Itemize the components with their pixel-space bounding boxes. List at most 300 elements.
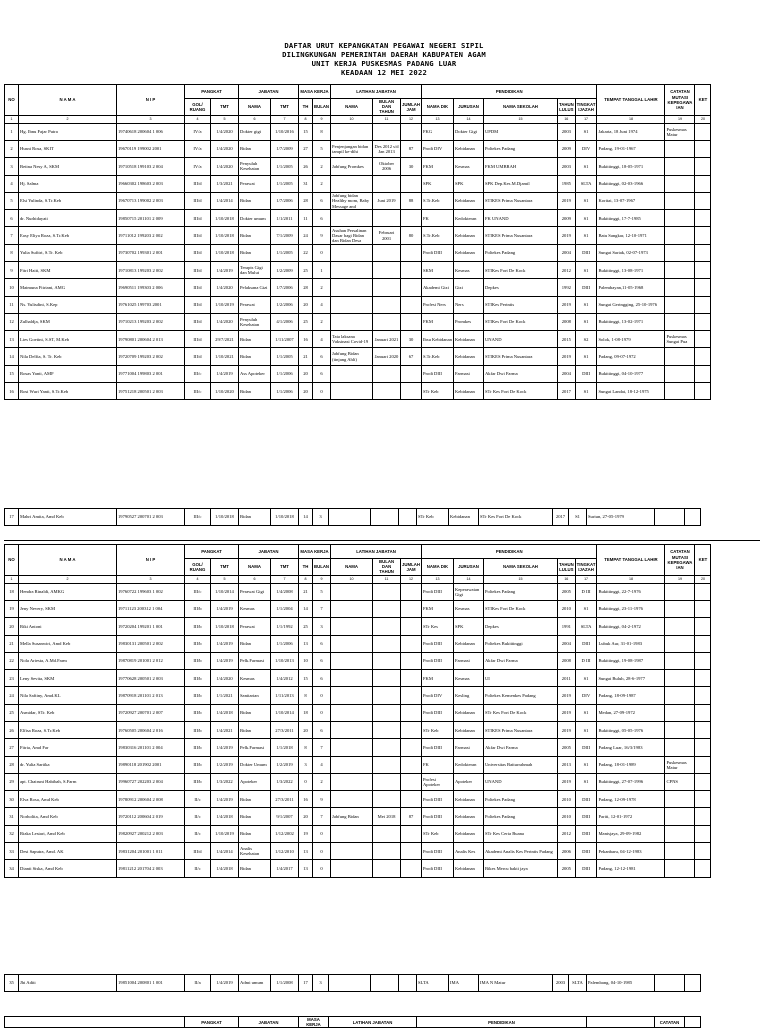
table-cell: III/b	[185, 704, 211, 721]
column-number-row	[5, 575, 711, 583]
table-cell	[373, 600, 401, 617]
table-cell: S1	[575, 600, 597, 617]
table-cell: 1992	[557, 279, 575, 296]
table-cell: 2010	[557, 600, 575, 617]
table-cell: Kesmas	[453, 158, 483, 175]
table-cell: 1/1/2006	[271, 365, 299, 382]
table-cell	[373, 175, 401, 192]
table-cell: 14	[299, 600, 313, 617]
table-cell: 19720709 199203 2 002	[117, 348, 185, 365]
table-cell: 28	[299, 192, 313, 209]
col-header-ket: KET	[695, 85, 711, 116]
table-cell: S1	[575, 670, 597, 687]
table-cell: 19811212 201704 2 003	[117, 860, 185, 877]
table-row	[5, 192, 711, 209]
table-cell: 0	[299, 773, 313, 790]
table-cell: 87	[401, 808, 422, 825]
table-cell: 0	[313, 244, 331, 261]
table-cell: 1/3/2021	[211, 175, 239, 192]
table-cell: DIII	[575, 365, 597, 382]
table-cell: III/d	[185, 843, 211, 860]
table-cell: 2009	[557, 140, 575, 157]
col-header-jabatan: JABATAN	[239, 85, 299, 99]
table-cell: 1/4/2018	[211, 860, 239, 877]
table-cell: 1/10/2018	[211, 509, 239, 526]
table-cell: Prodi DIII	[421, 635, 453, 652]
col-header-pendidikan: PENDIDIKAN	[417, 1017, 587, 1028]
table-cell: Prodi DIII	[421, 365, 453, 382]
col-subheader-lat-nama: NAMA	[331, 99, 373, 116]
table-cell: 2019	[557, 773, 575, 790]
table-cell: 1/10/2019	[211, 825, 239, 842]
column-number: 2	[19, 115, 117, 123]
table-cell: III/d	[185, 210, 211, 227]
table-cell: 80	[401, 227, 422, 244]
table-cell: Oktober 2006	[373, 158, 401, 175]
col-subheader-sekolah: NAMA SEKOLAH	[483, 99, 557, 116]
table-cell: 17	[5, 509, 19, 526]
table-cell	[665, 618, 695, 635]
table-cell: Kesmas	[453, 600, 483, 617]
table-cell: 1/10/2016	[271, 123, 299, 140]
table-cell: Penyuluh Kesehatan	[239, 158, 271, 175]
table-cell: DIII	[575, 635, 597, 652]
table-cell	[695, 739, 711, 756]
table-cell	[401, 635, 422, 652]
table-cell	[399, 975, 417, 992]
column-number: 16	[557, 115, 575, 123]
column-number: 3	[117, 575, 185, 583]
col-subheader-lat-nama: NAMA	[331, 559, 373, 576]
table-cell	[331, 652, 373, 669]
column-number: 3	[117, 115, 185, 123]
table-cell: 19	[5, 600, 19, 617]
table-cell: Prodi DIII	[421, 583, 453, 600]
table-cell: SLTA	[569, 975, 587, 992]
table-cell: 2006	[557, 843, 575, 860]
table-cell: Des 2012 s/d Jan 2013	[373, 140, 401, 157]
table-cell: S1	[575, 261, 597, 278]
table-cell: CPNS	[665, 773, 695, 790]
table-cell: 9	[313, 227, 331, 244]
table-cell: 1/1/2008	[271, 975, 299, 992]
table-section-3-header	[4, 1016, 701, 1028]
table-cell: apt. Chairuni Habibah, S.Farm	[19, 773, 117, 790]
table-cell: SLTA	[575, 618, 597, 635]
table-cell: STIKES Prima Nusantara	[483, 227, 557, 244]
table-cell: 17	[299, 975, 313, 992]
col-header-pendidikan: PENDIDIKAN	[421, 545, 597, 559]
table-cell: S1	[569, 509, 587, 526]
table-cell: Dianti Siska, Amd Keb	[19, 860, 117, 877]
table-row	[5, 313, 711, 330]
table-cell: STr Keb	[417, 509, 449, 526]
column-number: 11	[373, 575, 401, 583]
table-cell: 1/7/2006	[271, 192, 299, 209]
table-cell: Rosas Yanti, AMF	[19, 365, 117, 382]
table-cell	[695, 261, 711, 278]
table-cell: Poltekes Padang	[483, 583, 557, 600]
table-cell	[665, 140, 695, 157]
table-cell: Bidan	[239, 791, 271, 808]
table-cell: 1/4/2020	[211, 279, 239, 296]
table-cell: Padang, 18-09-1987	[597, 687, 665, 704]
table-cell: Prodi DIV	[421, 140, 453, 157]
table-cell: Juni 2019	[373, 192, 401, 209]
table-cell	[331, 123, 373, 140]
table-cell: 7	[313, 739, 331, 756]
table-cell	[373, 365, 401, 382]
table-cell: 2003	[553, 975, 569, 992]
table-cell: Padang, 12-12-1981	[597, 860, 665, 877]
table-cell	[665, 843, 695, 860]
table-cell	[331, 773, 373, 790]
col-subheader-tmt: TMT	[211, 559, 239, 576]
table-cell: Hg. Ibnu Fajar Putra	[19, 123, 117, 140]
col-subheader-sekolah: NAMA SEKOLAH	[483, 559, 557, 576]
table-cell: 25	[299, 313, 313, 330]
table-cell	[665, 261, 695, 278]
table-cell: Dokter gigi	[239, 123, 271, 140]
col-subheader-gol: GOL/ RUANG	[185, 99, 211, 116]
table-cell: Poltekes Kemenkes Padang	[483, 687, 557, 704]
page-separator	[4, 540, 760, 541]
col-subheader-pend-nama: NAMA DIK	[421, 559, 453, 576]
table-cell: 1/4/2019	[211, 261, 239, 278]
table-cell: S1	[575, 704, 597, 721]
table-row-35-block	[4, 974, 701, 992]
table-cell: 19660302 198603 2 003	[117, 175, 185, 192]
table-cell	[401, 825, 422, 842]
table-cell: Kebidanan	[453, 808, 483, 825]
table-cell: 0	[313, 687, 331, 704]
table-cell: 2004	[557, 244, 575, 261]
table-cell: 25	[299, 618, 313, 635]
table-cell: 6	[313, 210, 331, 227]
table-cell: 2003	[557, 123, 575, 140]
table-cell: Kebidanan	[453, 825, 483, 842]
table-cell: 2015	[557, 331, 575, 348]
table-cell: DIII	[575, 825, 597, 842]
column-number: 6	[239, 575, 271, 583]
table-cell: Nila Delfia, S. Tr. Keb	[19, 348, 117, 365]
column-number: 13	[421, 115, 453, 123]
column-number-row	[5, 115, 711, 123]
table-cell: Bukittinggi, 05-05-1976	[597, 721, 665, 738]
table-cell	[665, 825, 695, 842]
table-cell: Farmasi	[453, 365, 483, 382]
table-cell: Padang, 09-07-1972	[597, 348, 665, 365]
col-subheader-lat-jam: JUMLAH JAM	[401, 559, 422, 576]
table-cell	[331, 583, 373, 600]
table-cell: III/b	[185, 773, 211, 790]
table-cell	[401, 279, 422, 296]
table-cell: 28	[5, 756, 19, 773]
table-cell: DIII	[575, 739, 597, 756]
table-cell: 10	[5, 279, 19, 296]
column-number: 16	[557, 575, 575, 583]
table-cell	[665, 721, 695, 738]
table-cell	[401, 791, 422, 808]
table-cell	[373, 261, 401, 278]
table-cell: Kedokteran	[453, 756, 483, 773]
table-cell: S2	[575, 331, 597, 348]
table-cell: 12	[5, 313, 19, 330]
table-cell: 19720927 200701 2 007	[117, 704, 185, 721]
table-cell	[695, 687, 711, 704]
table-cell: Kesmas	[239, 600, 271, 617]
table-cell	[373, 244, 401, 261]
table-row	[5, 509, 701, 526]
column-number: 9	[313, 115, 331, 123]
table-cell: STIKes Fort De Kock	[483, 600, 557, 617]
table-cell: IMA	[449, 975, 479, 992]
table-cell: STr Keb	[421, 383, 453, 400]
table-cell: 19830316 201101 2 004	[117, 739, 185, 756]
table-cell	[331, 244, 373, 261]
table-cell: 9	[313, 791, 331, 808]
table-cell: Suriun, 27-05-1979	[587, 509, 655, 526]
table-cell: 1985	[557, 175, 575, 192]
table-cell	[331, 704, 373, 721]
col-subheader-lat-bulan: BULAN DAN TAHUN	[373, 559, 401, 576]
table-cell: III/c	[185, 365, 211, 382]
table-cell: Ners	[453, 296, 483, 313]
table-cell: Elsi Yulinda, S.Tr.Keb	[19, 192, 117, 209]
table-row	[5, 175, 711, 192]
table-cell: 2019	[557, 296, 575, 313]
table-cell: Kebidanan	[453, 704, 483, 721]
table-cell: Keperawatan Gigi	[453, 583, 483, 600]
table-cell: II/a	[185, 975, 211, 992]
table-cell: SLTA	[417, 975, 449, 992]
table-cell	[399, 509, 417, 526]
table-cell	[665, 583, 695, 600]
table-cell: 2019	[557, 704, 575, 721]
table-cell: 2012	[557, 261, 575, 278]
table-cell	[331, 721, 373, 738]
table-cell: Sungai Geringging, 25-10-1976	[597, 296, 665, 313]
table-cell: 19831204 201001 1 011	[117, 843, 185, 860]
table-cell: Perawat Gigi	[239, 583, 271, 600]
table-cell: Kebidanan	[453, 721, 483, 738]
table-cell: 1/3/2022	[211, 773, 239, 790]
table-cell: Dokter Gigi	[453, 123, 483, 140]
table-row	[5, 140, 711, 157]
table-cell: 1/3/2022	[271, 773, 299, 790]
table-cell: 4	[313, 331, 331, 348]
table-section-1	[4, 84, 711, 400]
table-cell: Lubuk Aur, 31-01-1983	[597, 635, 665, 652]
table-cell: 1/4/2019	[211, 365, 239, 382]
table-cell: III/b	[185, 670, 211, 687]
table-cell: Apoteker	[453, 773, 483, 790]
table-cell: D III	[575, 652, 597, 669]
table-cell: Betina Nesy A, SKM	[19, 158, 117, 175]
table-cell: UNAND	[483, 773, 557, 790]
table-cell: 14	[5, 348, 19, 365]
table-cell: Jeny Nevery, SKM	[19, 600, 117, 617]
table-cell: 1/2/2009	[271, 261, 299, 278]
table-cell: 20	[299, 808, 313, 825]
table-cell: 19790801 200604 2 013	[117, 331, 185, 348]
column-number: 4	[185, 575, 211, 583]
table-cell: FKM	[421, 670, 453, 687]
table-cell	[373, 687, 401, 704]
table-cell: 1/4/2019	[211, 739, 239, 756]
table-cell	[695, 704, 711, 721]
table-cell: 1/10/2013	[271, 652, 299, 669]
table-cell: Kebidanan	[453, 331, 483, 348]
table-cell: S1	[575, 348, 597, 365]
table-cell: Pariti, 12-01-1972	[597, 808, 665, 825]
table-cell: S1	[575, 296, 597, 313]
table-cell: 3	[299, 756, 313, 773]
table-cell	[695, 808, 711, 825]
table-cell: DIV	[575, 687, 597, 704]
table-cell: 1/4/2008	[271, 583, 299, 600]
table-cell: 1/1/2005	[271, 348, 299, 365]
table-cell	[695, 158, 711, 175]
table-cell: III/d	[185, 331, 211, 348]
table-cell: 1/10/2014	[271, 704, 299, 721]
table-cell	[665, 791, 695, 808]
table-cell: S1	[575, 210, 597, 227]
table-cell	[695, 279, 711, 296]
table-cell: Prodi DIII	[421, 791, 453, 808]
table-cell: S1	[575, 227, 597, 244]
col-header-latihan-jabatan: LATIHAN JABATAN	[331, 85, 422, 99]
table-cell: Zulhaldja, SKM	[19, 313, 117, 330]
table-cell: Ibsu Kebidanan	[421, 331, 453, 348]
table-cell: Bidan	[239, 721, 271, 738]
table-cell: Januari 2020	[373, 348, 401, 365]
table-cell: 8	[299, 687, 313, 704]
table-row	[5, 843, 711, 860]
col-subheader-th: TH	[299, 99, 313, 116]
table-cell: Bidan	[239, 331, 271, 348]
table-cell	[695, 860, 711, 877]
table-cell: Padang, 12-09-1978	[597, 791, 665, 808]
table-cell: 5	[313, 583, 331, 600]
table-cell: 2	[313, 279, 331, 296]
table-cell: 1/10/2018	[211, 210, 239, 227]
table-cell	[695, 227, 711, 244]
table-cell: 19870918 201101 2 013	[117, 687, 185, 704]
table-cell: 1/2/2019	[211, 756, 239, 773]
table-cell	[331, 279, 373, 296]
table-cell	[665, 192, 695, 209]
table-cell: Hendra Rinaldi, AMKG	[19, 583, 117, 600]
column-number: 8	[299, 115, 313, 123]
header-blank	[5, 1017, 185, 1028]
table-cell: Perawat	[239, 296, 271, 313]
table-cell	[401, 175, 422, 192]
table-cell: FKG	[421, 123, 453, 140]
table-cell: SLTA	[575, 175, 597, 192]
table-cell: S1	[575, 721, 597, 738]
table-cell: 19761025 199703 2001	[117, 296, 185, 313]
col-header-jabatan: JABATAN	[239, 1017, 299, 1028]
table-cell	[665, 860, 695, 877]
header-row	[5, 545, 711, 559]
table-cell	[331, 261, 373, 278]
table-cell: 1/4/2018	[211, 808, 239, 825]
col-header-catatan: CATATAN	[655, 1017, 685, 1028]
column-number: 1	[5, 575, 19, 583]
data-table-partial	[4, 1016, 701, 1028]
table-row	[5, 244, 711, 261]
table-cell: 1/1/2018	[271, 739, 299, 756]
table-cell: Pelk.Farmasi	[239, 652, 271, 669]
table-cell: III/d	[185, 244, 211, 261]
table-cell: Bukittinggi, 27-07-1996	[597, 773, 665, 790]
table-cell: Bidan	[239, 860, 271, 877]
table-cell: III/b	[185, 687, 211, 704]
table-cell: Akademi Analis Kes Perintis Padang	[483, 843, 557, 860]
table-cell: III/d	[185, 175, 211, 192]
table-cell: 2008	[557, 313, 575, 330]
table-cell: 19	[299, 825, 313, 842]
table-cell	[373, 860, 401, 877]
table-cell	[695, 383, 711, 400]
column-number: 17	[575, 575, 597, 583]
table-cell: Promkes	[453, 313, 483, 330]
table-cell: dr. Nurhidayati	[19, 210, 117, 227]
table-row	[5, 583, 711, 600]
table-cell	[401, 618, 422, 635]
table-cell: DIII	[575, 860, 597, 877]
table-cell: Jhi Aditi	[19, 975, 117, 992]
table-cell: 1/10/2018	[211, 618, 239, 635]
table-cell: II/c	[185, 791, 211, 808]
table-row	[5, 975, 701, 992]
table-cell: Analis Kesehatan	[239, 843, 271, 860]
table-row	[5, 652, 711, 669]
table-cell: 67	[401, 348, 422, 365]
table-cell: Bukittinggi, 02-03-1966	[597, 175, 665, 192]
table-cell: Yulia Sufitri, S.Tr. Keb	[19, 244, 117, 261]
table-cell: II/c	[185, 860, 211, 877]
table-cell	[665, 296, 695, 313]
table-cell: 6	[313, 365, 331, 382]
table-cell: 13	[299, 860, 313, 877]
table-cell: Asmidar, STr. Keb	[19, 704, 117, 721]
table-cell: 26	[299, 158, 313, 175]
table-cell: Perawat	[239, 175, 271, 192]
table-cell: Jabfung Promkes	[331, 158, 373, 175]
table-row	[5, 261, 711, 278]
table-cell: 11	[299, 210, 313, 227]
table-cell: Bidan	[239, 140, 271, 157]
col-subheader-pend-nama: NAMA DIK	[421, 99, 453, 116]
table-cell	[373, 210, 401, 227]
table-cell: Medan, 27-09-1972	[597, 704, 665, 721]
table-cell: 9/1/2007	[271, 808, 299, 825]
col-subheader-bulan: BULAN	[313, 559, 331, 576]
table-cell: STr Keb	[421, 721, 453, 738]
table-cell	[665, 365, 695, 382]
table-cell	[331, 365, 373, 382]
table-cell: Bukittinggi, 23-11-1976	[597, 600, 665, 617]
col-header-catatan: CATATAN MUTASI KEPEGAWA IAN	[665, 85, 695, 116]
table-cell: 1/4/2014	[211, 192, 239, 209]
column-number: 20	[695, 575, 711, 583]
table-cell: Prodi DIII	[421, 860, 453, 877]
table-cell: Kesmas	[453, 670, 483, 687]
table-cell: Leny Sevita, SKM	[19, 670, 117, 687]
table-cell: STIKes Perintis	[483, 296, 557, 313]
